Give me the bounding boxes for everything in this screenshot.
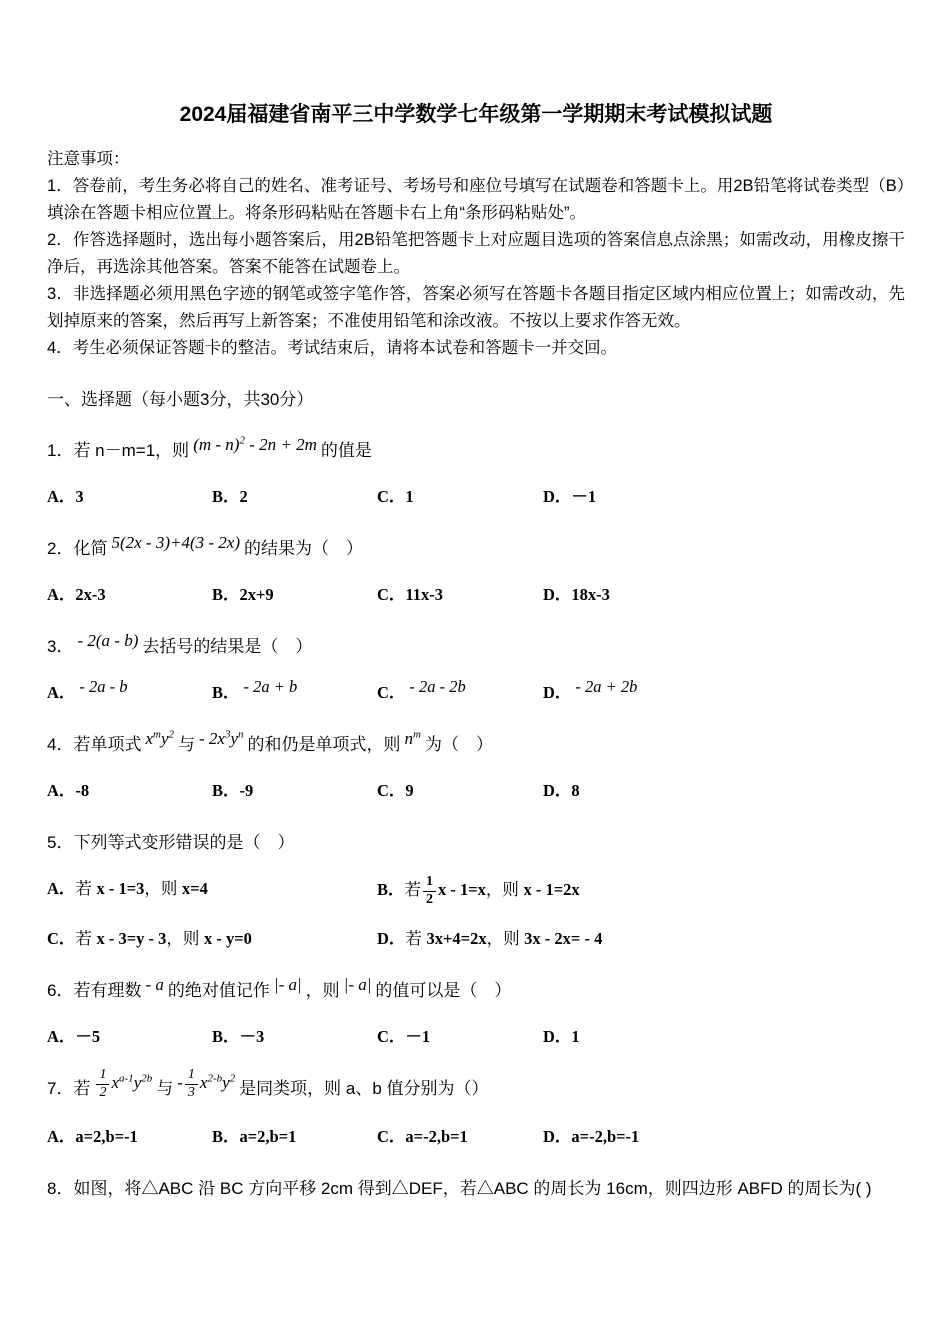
question-2-options [47, 581, 905, 609]
question-6-stem: 6．若有理数 - a 的绝对值记作 |- a| ，则 |- a| 的值可以是（ ） [47, 975, 512, 1001]
question-2 [47, 533, 905, 609]
notice-item-3: 3．非选择题必须用黑色字迹的钢笔或签字笔作答，答案必须写在答题卡各题目指定区域内相应位置上；如需改动，先划掉原来的答案，然后再写上新答案；不准使用铅笔和涂改液。不按以上要求作答无效。 [47, 285, 905, 330]
notice-section [47, 146, 905, 362]
question-3-option-a: A． - 2a - b [47, 677, 128, 702]
question-1-option-b: B．2 [212, 487, 248, 506]
question-1-option-a: A．3 [47, 487, 84, 506]
question-6 [47, 975, 905, 1051]
question-7-option-b: B．a=2,b=1 [212, 1126, 297, 1146]
question-1 [47, 435, 905, 511]
question-7-option-a: A．a=2,b=-1 [47, 1126, 138, 1146]
question-3-options [47, 679, 905, 707]
question-2-option-b: B．2x+9 [212, 585, 274, 604]
question-4-option-a: A．-8 [47, 781, 90, 800]
question-3-option-c: C． - 2a - 2b [377, 677, 466, 702]
notice-heading: 注意事项： [47, 150, 130, 168]
question-7-option-d: D．a=-2,b=-1 [543, 1126, 640, 1146]
question-7-options [47, 1123, 905, 1151]
question-5-option-a: A．若 x - 1=3，则 x=4 [47, 879, 208, 898]
question-4-option-b: B．-9 [212, 781, 254, 800]
question-3-option-d: D． - 2a + 2b [543, 677, 638, 702]
question-6-options [47, 1023, 905, 1051]
question-6-option-c: C．－1 [377, 1027, 431, 1047]
question-6-option-b: B．－3 [212, 1027, 265, 1047]
question-4-options [47, 777, 905, 805]
question-2-option-a: A．2x-3 [47, 585, 106, 604]
question-8-stem: 8．如图，将△ABC 沿 BC 方向平移 2cm 得到△DEF，若△ABC 的周长为 16cm，则四边形 ABFD 的周长为( ) [47, 1178, 872, 1198]
question-5 [47, 827, 905, 953]
question-5-option-c: C．若 x - 3=y - 3，则 x - y=0 [47, 929, 252, 949]
question-4 [47, 729, 905, 805]
section-heading: 一、选择题（每小题3分，共30分） [47, 390, 314, 409]
question-7-stem: 7．若 $\frac{1}{2}$ $x^{a-1}y^{2b}$与 - $\frac{1}{3}$ $x^{2-b}y^2$是同类项，则 a、b 值分别为（） [47, 1067, 489, 1100]
question-4-option-d: D．8 [543, 781, 580, 800]
question-7 [47, 1067, 905, 1150]
question-3-option-b: B． - 2a + b [212, 677, 298, 702]
question-6-option-a: A．－5 [47, 1027, 101, 1047]
notice-item-4: 4．考生必须保证答题卡的整洁。考试结束后，请将本试卷和答题卡一并交回。 [47, 339, 618, 357]
notice-item-2: 2．作答选择题时，选出每小题答案后，用2B铅笔把答题卡上对应题目选项的答案信息点涂黑；如需改动，用橡皮擦干净后，再选涂其他答案。答案不能答在试题卷上。 [47, 231, 905, 276]
question-2-option-c: C．11x-3 [377, 585, 443, 604]
question-1-option-c: C．1 [377, 487, 414, 506]
question-3-stem: 3． - 2(a - b) 去括号的结果是（ ） [47, 631, 313, 656]
notice-item-1: 1．答卷前，考生务必将自己的姓名、准考证号、考场号和座位号填写在试题卷和答题卡上。用2B铅笔将试卷类型（B）填涂在答题卡相应位置上。将条形码粘贴在答题卡右上角“条形码粘贴处”。 [47, 177, 905, 222]
question-2-option-d: D．18x-3 [543, 585, 610, 604]
question-5-stem: 5．下列等式变形错误的是（ ） [47, 833, 295, 852]
question-1-option-d: D．－1 [543, 487, 597, 506]
question-4-option-c: C．9 [377, 781, 414, 800]
question-5-options [47, 875, 905, 953]
question-3 [47, 631, 905, 707]
question-5-option-d: D．若 3x+4=2x，则 3x - 2x= - 4 [377, 929, 603, 949]
page-title: 2024届福建省南平三中学数学七年级第一学期期末考试模拟试题 [179, 103, 773, 126]
question-1-options [47, 483, 905, 511]
question-4-stem: 4．若单项式 $x^my^2$与 - $2x^3y^n$的和仍是单项式，则 $n^m$为（ ） [47, 728, 493, 754]
question-1-stem: 1．若 n－m=1，则 (m - n)$^2$ - 2n + 2m 的值是 [47, 434, 372, 460]
question-2-stem: 2．化简 5(2x - 3)+4(3 - 2x) 的结果为（ ） [47, 533, 363, 558]
question-6-option-d: D．1 [543, 1027, 580, 1047]
question-5-option-b: B．若 $\frac{1}{2}$ x - 1=x，则 x - 1=2x [377, 874, 580, 907]
question-7-option-c: C．a=-2,b=1 [377, 1126, 468, 1146]
question-8 [47, 1173, 905, 1205]
